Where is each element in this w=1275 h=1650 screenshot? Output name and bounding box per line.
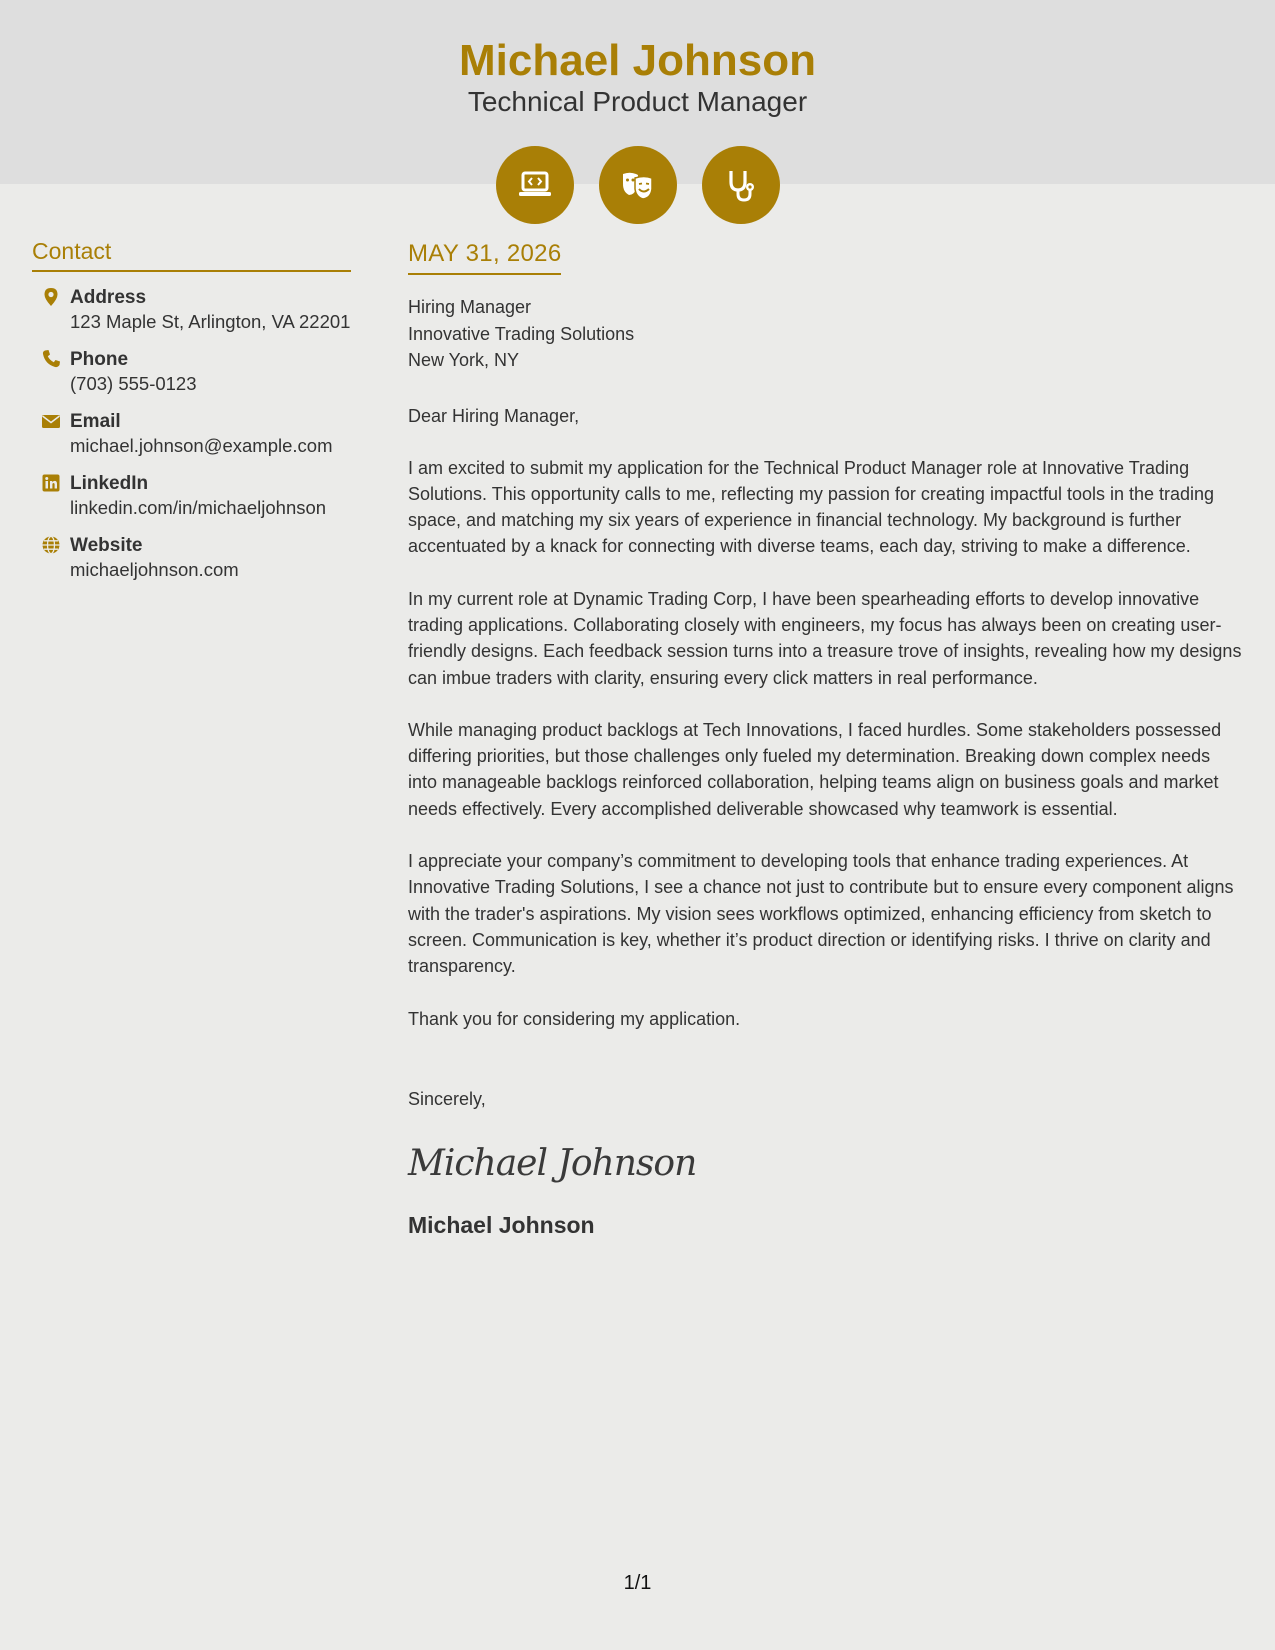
stethoscope-icon bbox=[702, 146, 780, 224]
paragraph: While managing product backlogs at Tech Innovations, I faced hurdles. Some stakeholders possessed differing priorities, but those challenges only fueled my determination. Breaking down complex needs into manageable backlogs reinforced collaboration, helping teams align on business goals and market needs effectively. Every accomplished deliverable showcased why teamwork is essential. bbox=[408, 719, 1222, 819]
header-icons bbox=[0, 146, 1275, 224]
laptop-code-icon bbox=[496, 146, 574, 224]
letter-body bbox=[408, 240, 1243, 1239]
phone-label: Phone bbox=[70, 349, 129, 370]
letter-date: MAY 31, 2026 bbox=[408, 240, 561, 275]
contact-phone bbox=[32, 347, 351, 396]
contact-address bbox=[32, 285, 351, 334]
globe-icon bbox=[32, 533, 70, 582]
signed-name: Michael Johnson bbox=[408, 1211, 595, 1238]
paragraph: I am excited to submit my application for the Technical Product Manager role at Innovative Trading Solutions. This opportunity calls to me, reflecting my passion for creating impactful tools in the trading space, and matching my six years of experience in financial technology. My background is further accentuated by a knack for connecting with diverse teams, each day, striving to make a difference. bbox=[408, 457, 1215, 557]
recipient-name: Hiring Manager bbox=[408, 297, 532, 317]
recipient-location: New York, NY bbox=[408, 350, 520, 370]
applicant-name: Michael Johnson bbox=[459, 36, 816, 85]
phone-icon bbox=[32, 347, 70, 396]
email-label: Email bbox=[70, 411, 121, 432]
closing: Sincerely, bbox=[408, 1088, 486, 1109]
phone-value: (703) 555-0123 bbox=[70, 373, 197, 394]
signature: Michael Johnson bbox=[408, 1142, 697, 1184]
website-label: Website bbox=[70, 535, 143, 556]
recipient-block bbox=[408, 294, 1243, 374]
page-number: 1/1 bbox=[623, 1572, 652, 1594]
paragraph: Thank you for considering my application. bbox=[408, 1008, 741, 1029]
recipient-company: Innovative Trading Solutions bbox=[408, 323, 635, 344]
linkedin-label: LinkedIn bbox=[70, 473, 149, 494]
contact-heading: Contact bbox=[32, 238, 351, 272]
address-value: 123 Maple St, Arlington, VA 22201 bbox=[70, 311, 351, 332]
linkedin-value[interactable]: linkedin.com/in/michaeljohnson bbox=[70, 497, 327, 518]
paragraph: I appreciate your company’s commitment to developing tools that enhance trading experiences. At Innovative Trading Solutions, I see a chance not just to contribute but to ensure every component aligns with the trader's aspirations. My vision sees workflows optimized, enhancing efficiency from sketch to screen. Communication is key, whether it’s product direction or identifying risks. I thrive on clarity and transparency. bbox=[408, 851, 1234, 977]
address-label: Address bbox=[70, 287, 147, 308]
contact-sidebar bbox=[32, 238, 351, 582]
contact-email bbox=[32, 409, 351, 458]
linkedin-icon bbox=[32, 471, 70, 520]
envelope-icon bbox=[32, 409, 70, 458]
email-value[interactable]: michael.johnson@example.com bbox=[70, 435, 333, 456]
contact-website bbox=[32, 533, 351, 582]
website-value[interactable]: michaeljohnson.com bbox=[70, 559, 239, 580]
paragraph: In my current role at Dynamic Trading Corp, I have been spearheading efforts to develop innovative trading applications. Collaborating closely with engineers, my focus has always been on creating user-friendly designs. Each feedback session turns into a treasure trove of insights, revealing how my designs can imbue traders with clarity, ensuring every click matters in real performance. bbox=[408, 588, 1242, 688]
contact-linkedin bbox=[32, 471, 351, 520]
job-title: Technical Product Manager bbox=[467, 86, 808, 117]
map-marker-icon bbox=[32, 285, 70, 334]
salutation: Dear Hiring Manager, bbox=[408, 405, 580, 426]
theater-masks-icon bbox=[599, 146, 677, 224]
